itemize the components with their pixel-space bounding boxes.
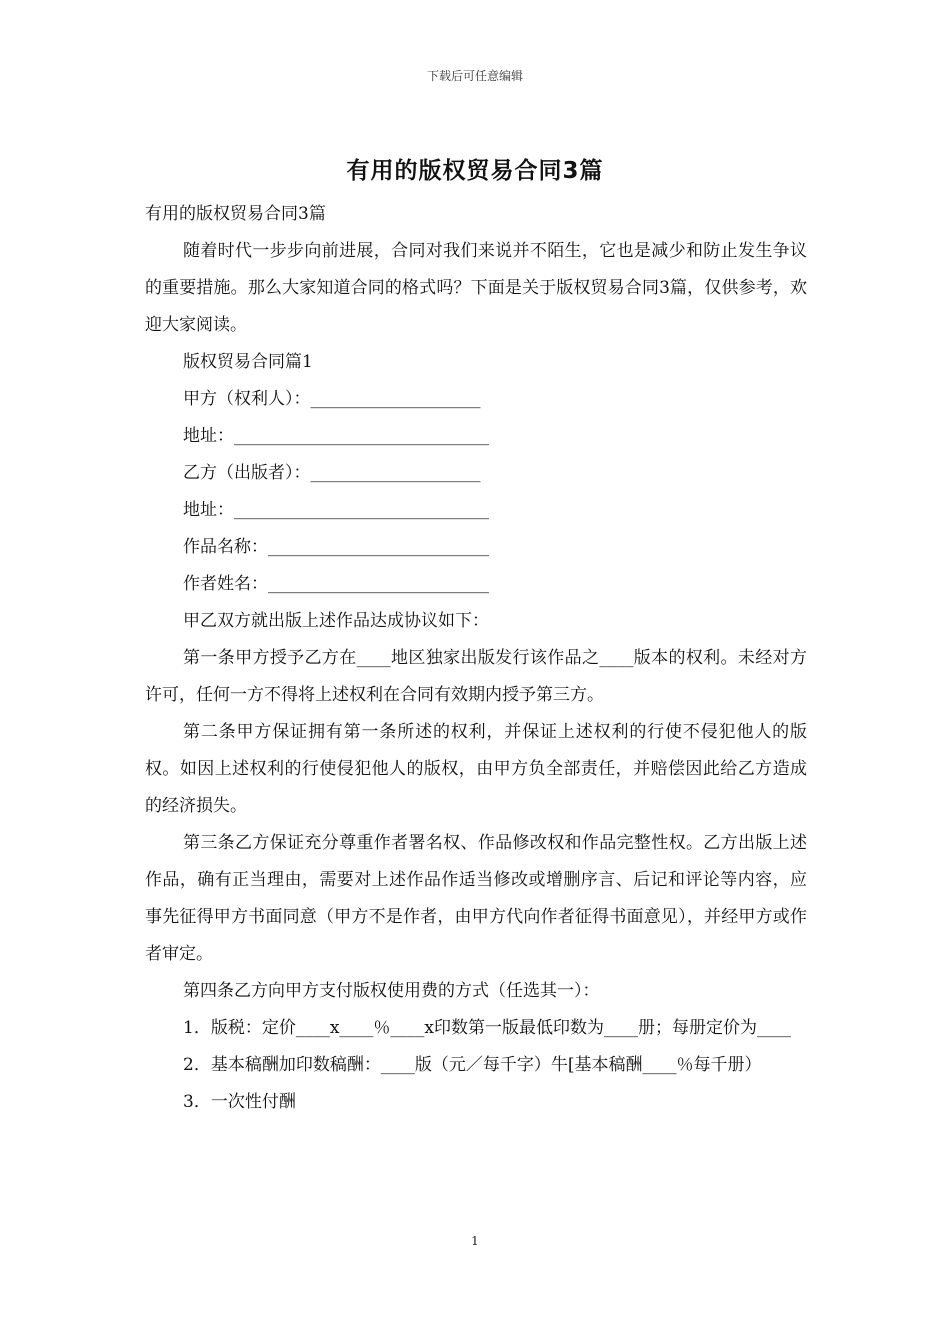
header-note: 下载后可任意编辑 xyxy=(426,69,523,83)
intro-paragraph: 随着时代一步步向前进展，合同对我们来说并不陌生，它也是减少和防止发生争议的重要措施。那么大家知道合同的格式吗？下面是关于版权贸易合同3篇，仅供参考，欢迎大家阅读。 xyxy=(145,241,807,335)
document-subtitle: 有用的版权贸易合同3篇 xyxy=(145,204,326,224)
field-author-name: 作者姓名：__________________________ xyxy=(183,574,489,594)
field-party-b: 乙方（出版者）：____________________ xyxy=(183,463,481,483)
payment-option-2: 2．基本稿酬加印数稿酬：____版（元／每千字）牛[基本稿酬____％每千册） xyxy=(183,1055,762,1075)
field-work-title: 作品名称：__________________________ xyxy=(183,537,489,557)
clause-3: 第三条乙方保证充分尊重作者署名权、作品修改权和作品完整性权。乙方出版上述作品，确有正当理由，需要对上述作品作适当修改或增删序言、后记和评论等内容，应事先征得甲方书面同意（甲方不是作者，由甲方代向作者征得书面意见），并经甲方或作者审定。 xyxy=(145,833,807,964)
payment-option-3: 3．一次性付酬 xyxy=(183,1092,296,1112)
field-address-b: 地址：______________________________ xyxy=(183,500,489,520)
clause-2: 第二条甲方保证拥有第一条所述的权利，并保证上述权利的行使不侵犯他人的版权。如因上述权利的行使侵犯他人的版权，由甲方负全部责任，并赔偿因此给乙方造成的经济损失。 xyxy=(145,722,807,816)
field-party-a: 甲方（权利人）：____________________ xyxy=(183,389,481,409)
page-number: 1 xyxy=(471,1234,479,1248)
clause-1: 第一条甲方授予乙方在____地区独家出版发行该作品之____版本的权利。未经对方许可，任何一方不得将上述权利在合同有效期内授予第三方。 xyxy=(145,648,807,705)
document-body xyxy=(145,196,807,1121)
document-title: 有用的版权贸易合同3篇 xyxy=(346,158,604,184)
section-heading: 版权贸易合同篇1 xyxy=(183,352,313,372)
field-address-a: 地址：______________________________ xyxy=(183,426,489,446)
clause-4: 第四条乙方向甲方支付版权使用费的方式（任选其一）： xyxy=(183,981,600,1001)
agreement-intro: 甲乙双方就出版上述作品达成协议如下： xyxy=(183,611,489,631)
payment-option-1: 1．版税：定价____x____％____x印数第一版最低印数为____册；每册定价为____ xyxy=(183,1018,791,1038)
